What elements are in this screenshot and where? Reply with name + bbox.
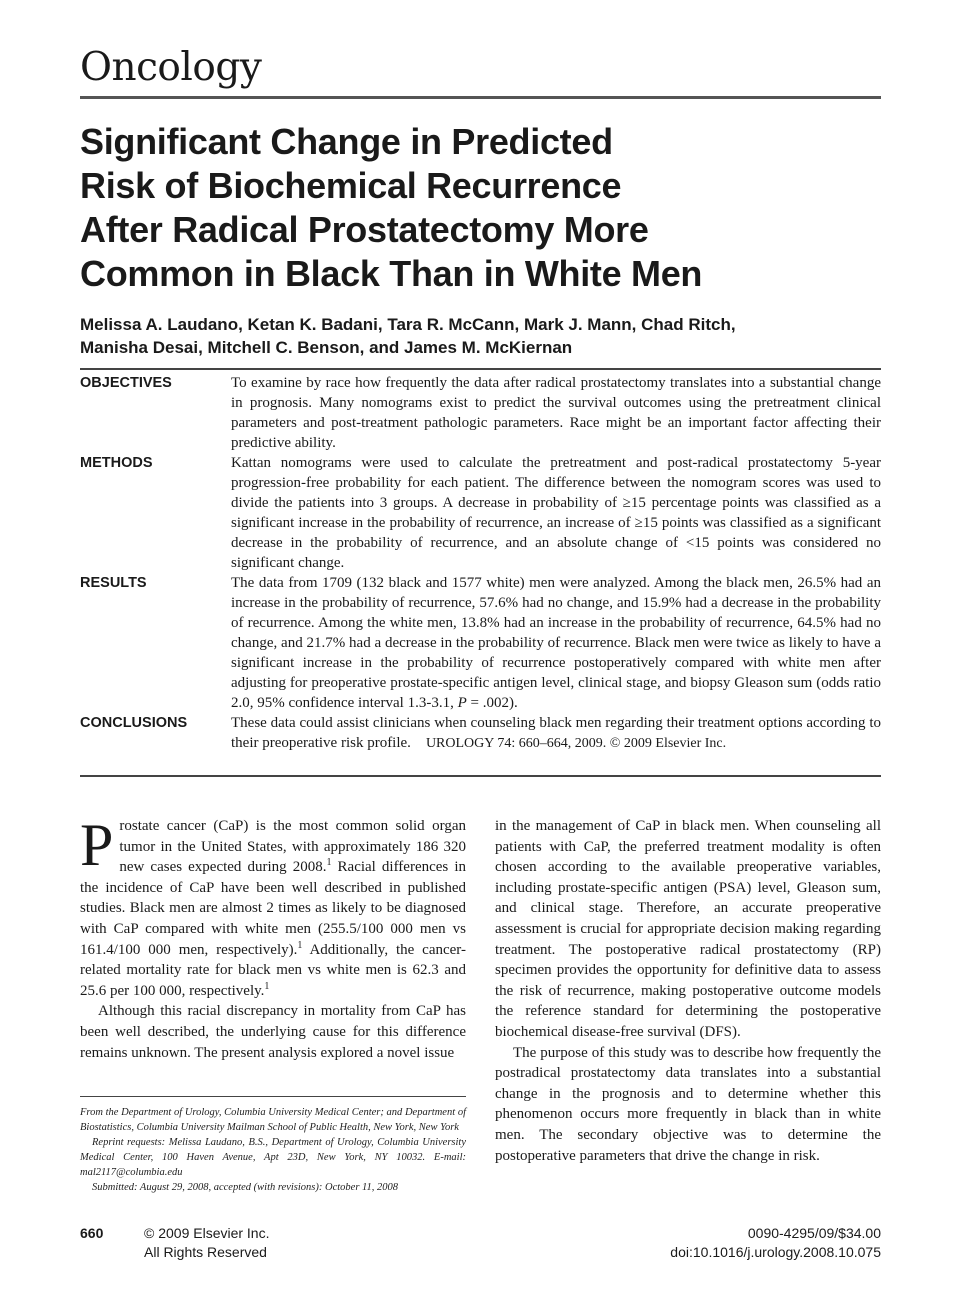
- body-column-left: [80, 812, 466, 1063]
- reference-marker[interactable]: 1: [326, 857, 332, 869]
- title-line: Significant Change in Predicted: [80, 121, 613, 162]
- body-text: in the management of CaP in black men. When counseling all patients with CaP, the preferred treatment modality is often chosen according to the available preoperative variables, including prostate-specific antigen (PSA) level, Gleason sum, and clinical stage. Therefore, an accurate preoperative assessment is crucial for appropriate decision making regarding treatment. The postoperative radical prostatectomy (RP) specimen provides the opportunity for definitive data to assess the risk of recurrence, making postoperative outcome models the reference standard for determining the postoperative biochemical disease-free survival (DFS).: [495, 818, 881, 1040]
- journal-citation: UROLOGY 74: 660–664, 2009. © 2009 Elsevier Inc.: [425, 736, 727, 751]
- body-column-right: [495, 816, 881, 1166]
- abstract-objectives: [80, 373, 881, 453]
- body-paragraph-continued: [495, 816, 881, 1043]
- abstract-top-rule: [80, 368, 881, 370]
- methods-text: Kattan nomograms were used to calculate the pretreatment and post-radical prostatectomy 5-year progression-free probability for each patient. The difference between the nomogram scores was used to divide the patients into 3 groups. A decrease in probability of ≥15 percentage points was classified as a significant increase in the probability of recurrence, an increase of ≥15 points was classified as a significant decrease in the probability of recurrence, and an absolute change of <15 points was considered no significant change.: [231, 455, 881, 571]
- results-body: The data from 1709 (132 black and 1577 white) men were analyzed. Among the black men, 26.5% had an increase in the probability of recurrence, 57.6% had no change, and 15.9% had a decrease in the probability of recurrence. Among the white men, 13.8% had an increase in the probability of recurrence, 64.5% had no change, and 21.7% had a decrease in the probability of recurrence. Black men were twice as likely to have a significant increase in the probability of recurrence postoperatively compared with white men after adjusting for preoperative prostate-specific antigen level, clinical stage, and biopsy Gleason sum (odds ratio 2.0, 95% confidence interval 1.3-3.1,: [231, 575, 881, 711]
- body-paragraph: [80, 812, 466, 1001]
- conclusions-text: [231, 713, 881, 754]
- submission-note: Submitted: August 29, 2008, accepted (with revisions): October 11, 2008: [92, 1182, 399, 1193]
- body-text: Racial differences in the incidence of CaP have been well described in published studies. Black men are almost 2 times as likely to be diagnosed with CaP compared with white men (255.5/100 000 men vs 161.4/100 000 men, respectively).: [80, 859, 466, 958]
- body-text: Although this racial discrepancy in mortality from CaP has been well described, the underlying cause for this difference remains unknown. The present analysis explored a novel issue: [80, 1003, 466, 1061]
- methods-label: METHODS: [80, 455, 153, 471]
- results-label: RESULTS: [80, 575, 147, 591]
- doi: doi:10.1016/j.urology.2008.10.075: [670, 1244, 881, 1260]
- reprint-note: Reprint requests: Melissa Laudano, B.S., Department of Urology, Columbia University Medical Center, 100 Haven Avenue, Apt 23D, New York, NY 10032. E-mail: mal2117@columbia.edu: [80, 1137, 466, 1178]
- drop-cap: P: [80, 812, 114, 878]
- objectives-label: OBJECTIVES: [80, 375, 172, 391]
- affiliation-note: From the Department of Urology, Columbia University Medical Center; and Department of Biostatistics, Columbia University Mailman School of Public Health, New York, New York: [80, 1107, 466, 1133]
- body-paragraph: [495, 1043, 881, 1167]
- author-list: [80, 313, 880, 359]
- authors-line: Melissa A. Laudano, Ketan K. Badani, Tara R. McCann, Mark J. Mann, Chad Ritch,: [80, 315, 736, 334]
- article-identifiers: [670, 1224, 881, 1262]
- top-rule: [80, 96, 881, 99]
- rights-line: All Rights Reserved: [144, 1244, 267, 1260]
- article-title: [80, 120, 880, 296]
- body-text: Additionally, the cancer-related mortality rate for black men vs white men is 62.3 and 25.6 per 100 000, respectively.: [80, 941, 466, 999]
- objectives-text: To examine by race how frequently the data after radical prostatectomy translates into a substantial change in prognosis. Many nomograms exist to predict the survival outcomes using the pretreatment clinical parameters and post-treatment pathologic parameters. Race might be an important factor affecting their predictive ability.: [231, 375, 881, 451]
- abstract-conclusions: [80, 713, 881, 754]
- authors-line: Manisha Desai, Mitchell C. Benson, and James M. McKiernan: [80, 338, 573, 357]
- title-line: Common in Black Than in White Men: [80, 253, 703, 294]
- title-line: Risk of Biochemical Recurrence: [80, 165, 622, 206]
- abstract-methods: [80, 453, 881, 573]
- conclusions-label: CONCLUSIONS: [80, 715, 188, 731]
- conclusions-body: These data could assist clinicians when counseling black men regarding their treatment options according to their preoperative risk profile.: [231, 715, 881, 751]
- issn-price: 0090-4295/09/$34.00: [747, 1225, 881, 1241]
- body-text: The purpose of this study was to describe how frequently the postradical prostatectomy data translates into a substantial change in the prognosis and to determine whether this phenomenon occurs more frequently in black than in white men. The secondary objective was to determine the postoperative parameters that drive the change in risk.: [495, 1044, 881, 1164]
- p-value-symbol: P: [457, 695, 467, 711]
- title-line: After Radical Prostatectomy More: [80, 209, 649, 250]
- footnote-rule: [80, 1096, 466, 1097]
- abstract: [80, 373, 881, 754]
- page-number: 660: [80, 1225, 104, 1241]
- reference-marker[interactable]: 1: [297, 939, 303, 951]
- footnotes: [80, 1105, 466, 1195]
- abstract-bottom-rule: [80, 775, 881, 777]
- copyright: [144, 1224, 270, 1262]
- copyright-line: © 2009 Elsevier Inc.: [144, 1225, 270, 1241]
- body-text: rostate cancer (CaP) is the most common solid organ tumor in the United States, with approximately 186 320 new cases expected during 2008.: [119, 818, 466, 876]
- results-text: [231, 573, 881, 713]
- abstract-results: [80, 573, 881, 713]
- body-paragraph: [80, 1001, 466, 1063]
- section-label: Oncology: [80, 45, 262, 90]
- reference-marker[interactable]: 1: [264, 980, 270, 992]
- results-p-value: = .002).: [470, 695, 518, 711]
